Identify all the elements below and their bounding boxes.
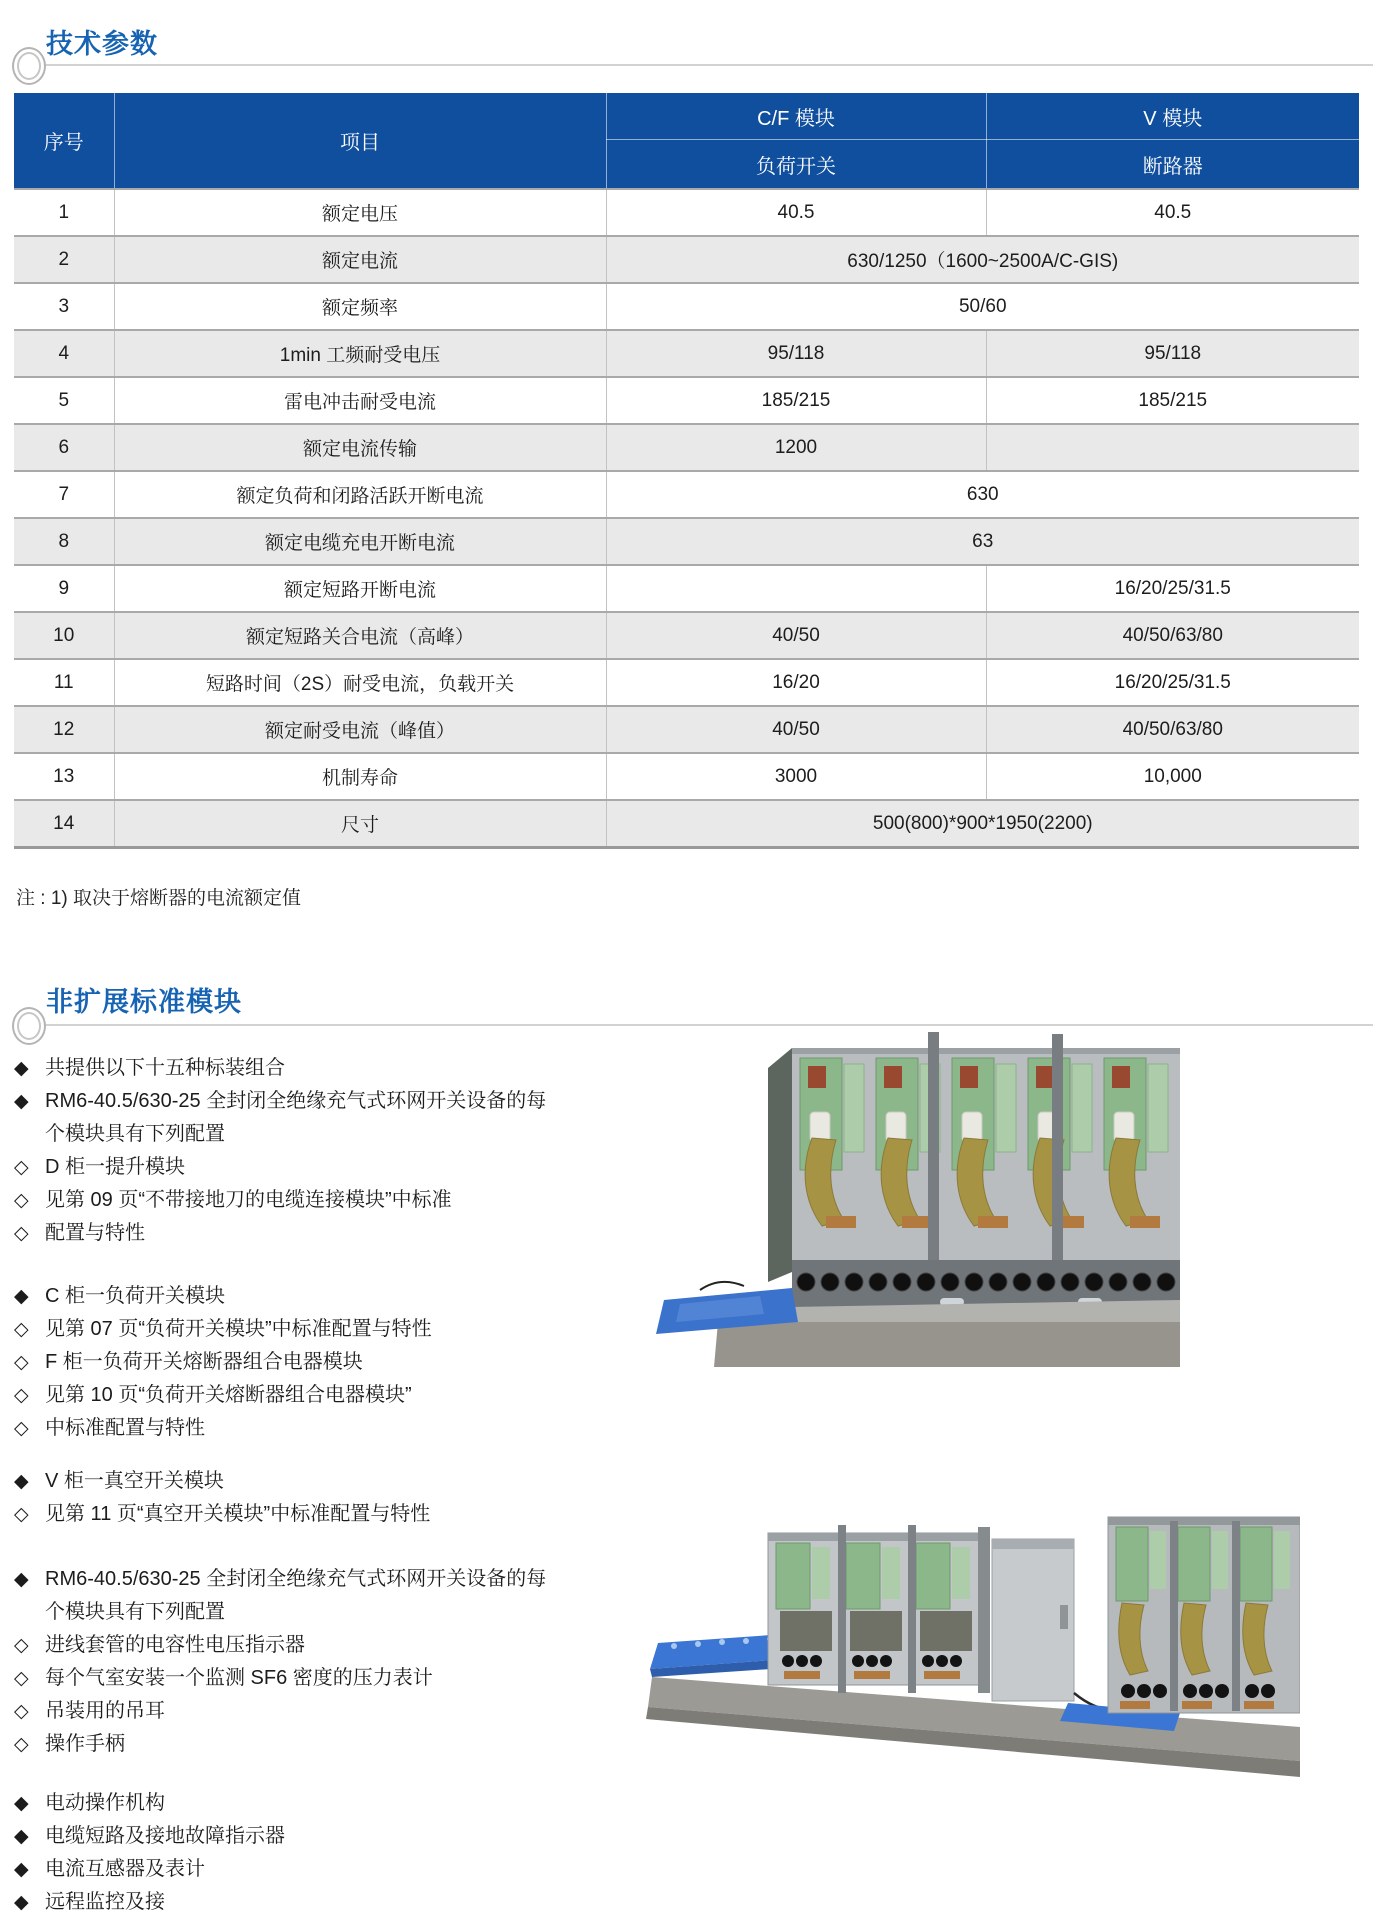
bullet-text: 操作手柄 [45, 1733, 125, 1755]
cell-item: 额定电缆充电开断电流 [114, 518, 606, 565]
table-row [14, 518, 1359, 565]
list-item [14, 1787, 560, 1820]
bullet-text: RM6-40.5/630-25 全封闭全绝缘充气式环网开关设备的每 [45, 1568, 547, 1590]
cell-merged: 50/60 [606, 283, 1359, 330]
cell-item: 额定电压 [114, 189, 606, 236]
col-subheader-circuit-breaker: 断路器 [986, 140, 1359, 190]
bullet-marker: ◇ [14, 1734, 29, 1755]
table-row [14, 424, 1359, 471]
list-item [14, 1695, 560, 1728]
cell-item: 额定短路关合电流（高峰） [114, 612, 606, 659]
cell-item: 额定电流传输 [114, 424, 606, 471]
cell-no: 11 [14, 659, 114, 706]
cell-item: 额定耐受电流（峰值） [114, 706, 606, 753]
list-item [14, 1346, 560, 1379]
cell-no: 12 [14, 706, 114, 753]
cell-no: 6 [14, 424, 114, 471]
bullet-text: D 柜一提升模块 [45, 1156, 185, 1178]
bullet-marker: ◆ [14, 1471, 29, 1492]
switchgear-assembly-row-photo [640, 1455, 1300, 1795]
bullet-text: 电缆短路及接地故障指示器 [45, 1825, 285, 1847]
list-item [14, 1820, 560, 1853]
switchgear-modules-photo [640, 1020, 1180, 1370]
bullet-marker: ◇ [14, 1418, 29, 1439]
bullet-marker: ◇ [14, 1157, 29, 1178]
bullet-text: 电动操作机构 [45, 1792, 165, 1814]
bullet-text: 个模块具有下列配置 [45, 1601, 225, 1623]
cell-cf: 40.5 [606, 189, 986, 236]
cell-no: 10 [14, 612, 114, 659]
bullet-marker: ◇ [14, 1319, 29, 1340]
cell-v: 16/20/25/31.5 [986, 659, 1359, 706]
list-item [14, 1596, 560, 1629]
list-item [14, 1728, 560, 1761]
section-title: 非扩展标准模块 [46, 987, 242, 1017]
cell-item: 短路时间（2S）耐受电流，负载开关 [114, 659, 606, 706]
bullet-text: 进线套管的电容性电压指示器 [45, 1634, 305, 1656]
col-header-cf-module: C/F 模块 [606, 93, 986, 140]
cell-v: 185/215 [986, 377, 1359, 424]
bullet-marker: ◆ [14, 1058, 29, 1079]
bullet-marker: ◇ [14, 1504, 29, 1525]
bullet-marker: ◇ [14, 1385, 29, 1406]
cell-no: 5 [14, 377, 114, 424]
module-cluster-1 [768, 1525, 990, 1693]
table-row [14, 377, 1359, 424]
bullet-marker: ◆ [14, 1859, 29, 1880]
cell-item: 雷电冲击耐受电流 [114, 377, 606, 424]
cell-no: 13 [14, 753, 114, 800]
modules-bullet-list [14, 1052, 560, 1919]
bullet-marker: ◆ [14, 1892, 29, 1913]
col-header-v-module: V 模块 [986, 93, 1359, 140]
cell-v [986, 424, 1359, 471]
cell-v: 40.5 [986, 189, 1359, 236]
list-item [14, 1184, 560, 1217]
bullet-text: 共提供以下十五种标装组合 [45, 1057, 285, 1079]
bullet-text: 见第 11 页“真空开关模块”中标准配置与特性 [45, 1503, 431, 1525]
list-item [14, 1563, 560, 1596]
cell-v: 16/20/25/31.5 [986, 565, 1359, 612]
cell-cf: 1200 [606, 424, 986, 471]
bullet-marker: ◆ [14, 1286, 29, 1307]
list-item [14, 1280, 560, 1313]
bullet-text: V 柜一真空开关模块 [45, 1470, 224, 1492]
bullet-marker: ◆ [14, 1826, 29, 1847]
cell-no: 14 [14, 800, 114, 848]
list-item [14, 1217, 560, 1250]
cell-no: 9 [14, 565, 114, 612]
cell-item: 额定负荷和闭路活跃开断电流 [114, 471, 606, 518]
list-item [14, 1379, 560, 1412]
section-ring-icon [12, 1007, 46, 1045]
list-item [14, 1412, 560, 1445]
cell-cf: 185/215 [606, 377, 986, 424]
cell-item: 1min 工频耐受电压 [114, 330, 606, 377]
bullet-text: 中标准配置与特性 [45, 1417, 205, 1439]
list-item [14, 1465, 560, 1498]
cell-merged: 630 [606, 471, 1359, 518]
bullet-text: C 柜一负荷开关模块 [45, 1285, 225, 1307]
bullet-marker: ◆ [14, 1569, 29, 1590]
bullet-text: RM6-40.5/630-25 全封闭全绝缘充气式环网开关设备的每 [45, 1090, 547, 1112]
table-row [14, 283, 1359, 330]
bullet-text: 见第 10 页“负荷开关熔断器组合电器模块” [45, 1384, 412, 1406]
table-footnote: 注 : 1) 取决于熔断器的电流额定值 [16, 888, 302, 909]
parameters-table [14, 92, 1359, 849]
cell-cf: 40/50 [606, 612, 986, 659]
cell-no: 2 [14, 236, 114, 283]
cell-cf: 3000 [606, 753, 986, 800]
bullet-text: 见第 07 页“负荷开关模块”中标准配置与特性 [45, 1318, 432, 1340]
cell-no: 1 [14, 189, 114, 236]
bullet-marker: ◇ [14, 1352, 29, 1373]
cell-item: 额定频率 [114, 283, 606, 330]
cell-v: 40/50/63/80 [986, 706, 1359, 753]
cell-item: 尺寸 [114, 800, 606, 848]
cell-v: 10,000 [986, 753, 1359, 800]
module-cluster-2 [1108, 1517, 1300, 1713]
table-row [14, 236, 1359, 283]
bullet-text: 每个气室安装一个监测 SF6 密度的压力表计 [45, 1667, 433, 1689]
section-divider [30, 64, 1373, 66]
table-row [14, 330, 1359, 377]
list-item [14, 1853, 560, 1886]
list-item [14, 1886, 560, 1919]
bullet-text: F 柜一负荷开关熔断器组合电器模块 [45, 1351, 363, 1373]
bullet-marker: ◇ [14, 1701, 29, 1722]
table-row [14, 753, 1359, 800]
col-subheader-load-switch: 负荷开关 [606, 140, 986, 190]
list-item [14, 1662, 560, 1695]
bullet-marker: ◇ [14, 1635, 29, 1656]
bullet-text: 配置与特性 [45, 1222, 145, 1244]
bullet-text: 吊装用的吊耳 [45, 1700, 165, 1722]
bullet-text: 个模块具有下列配置 [45, 1123, 225, 1145]
cell-merged: 63 [606, 518, 1359, 565]
table-row [14, 612, 1359, 659]
cell-cf: 95/118 [606, 330, 986, 377]
cell-no: 7 [14, 471, 114, 518]
table-row [14, 659, 1359, 706]
list-item [14, 1313, 560, 1346]
cell-cf: 16/20 [606, 659, 986, 706]
bullet-text: 见第 09 页“不带接地刀的电缆连接模块”中标准 [45, 1189, 452, 1211]
section-technical-parameters [0, 0, 1373, 92]
cell-no: 4 [14, 330, 114, 377]
bullet-text: 电流互感器及表计 [45, 1858, 205, 1880]
col-header-item: 项目 [114, 93, 606, 190]
cell-no: 3 [14, 283, 114, 330]
bullet-marker: ◇ [14, 1223, 29, 1244]
table-header-row [14, 93, 1359, 140]
table-row [14, 189, 1359, 236]
list-item [14, 1052, 560, 1085]
table-row [14, 565, 1359, 612]
cell-merged: 500(800)*900*1950(2200) [606, 800, 1359, 848]
bullet-marker: ◆ [14, 1793, 29, 1814]
list-item [14, 1085, 560, 1118]
page-title: 技术参数 [46, 29, 158, 59]
table-row [14, 800, 1359, 848]
section-ring-icon [12, 47, 46, 85]
bullet-marker: ◇ [14, 1190, 29, 1211]
cell-item: 额定短路开断电流 [114, 565, 606, 612]
bullet-text: 远程监控及接 [45, 1891, 165, 1913]
list-item [14, 1629, 560, 1662]
table-row [14, 471, 1359, 518]
bullet-marker: ◆ [14, 1091, 29, 1112]
cell-merged: 630/1250（1600~2500A/C-GIS) [606, 236, 1359, 283]
cell-cf [606, 565, 986, 612]
cell-item: 机制寿命 [114, 753, 606, 800]
table-row [14, 706, 1359, 753]
cell-item: 额定电流 [114, 236, 606, 283]
col-header-no: 序号 [14, 93, 114, 190]
cell-v: 40/50/63/80 [986, 612, 1359, 659]
cell-cf: 40/50 [606, 706, 986, 753]
list-item [14, 1498, 560, 1531]
cell-no: 8 [14, 518, 114, 565]
list-item [14, 1151, 560, 1184]
list-item [14, 1118, 560, 1151]
bullet-marker: ◇ [14, 1668, 29, 1689]
cell-v: 95/118 [986, 330, 1359, 377]
